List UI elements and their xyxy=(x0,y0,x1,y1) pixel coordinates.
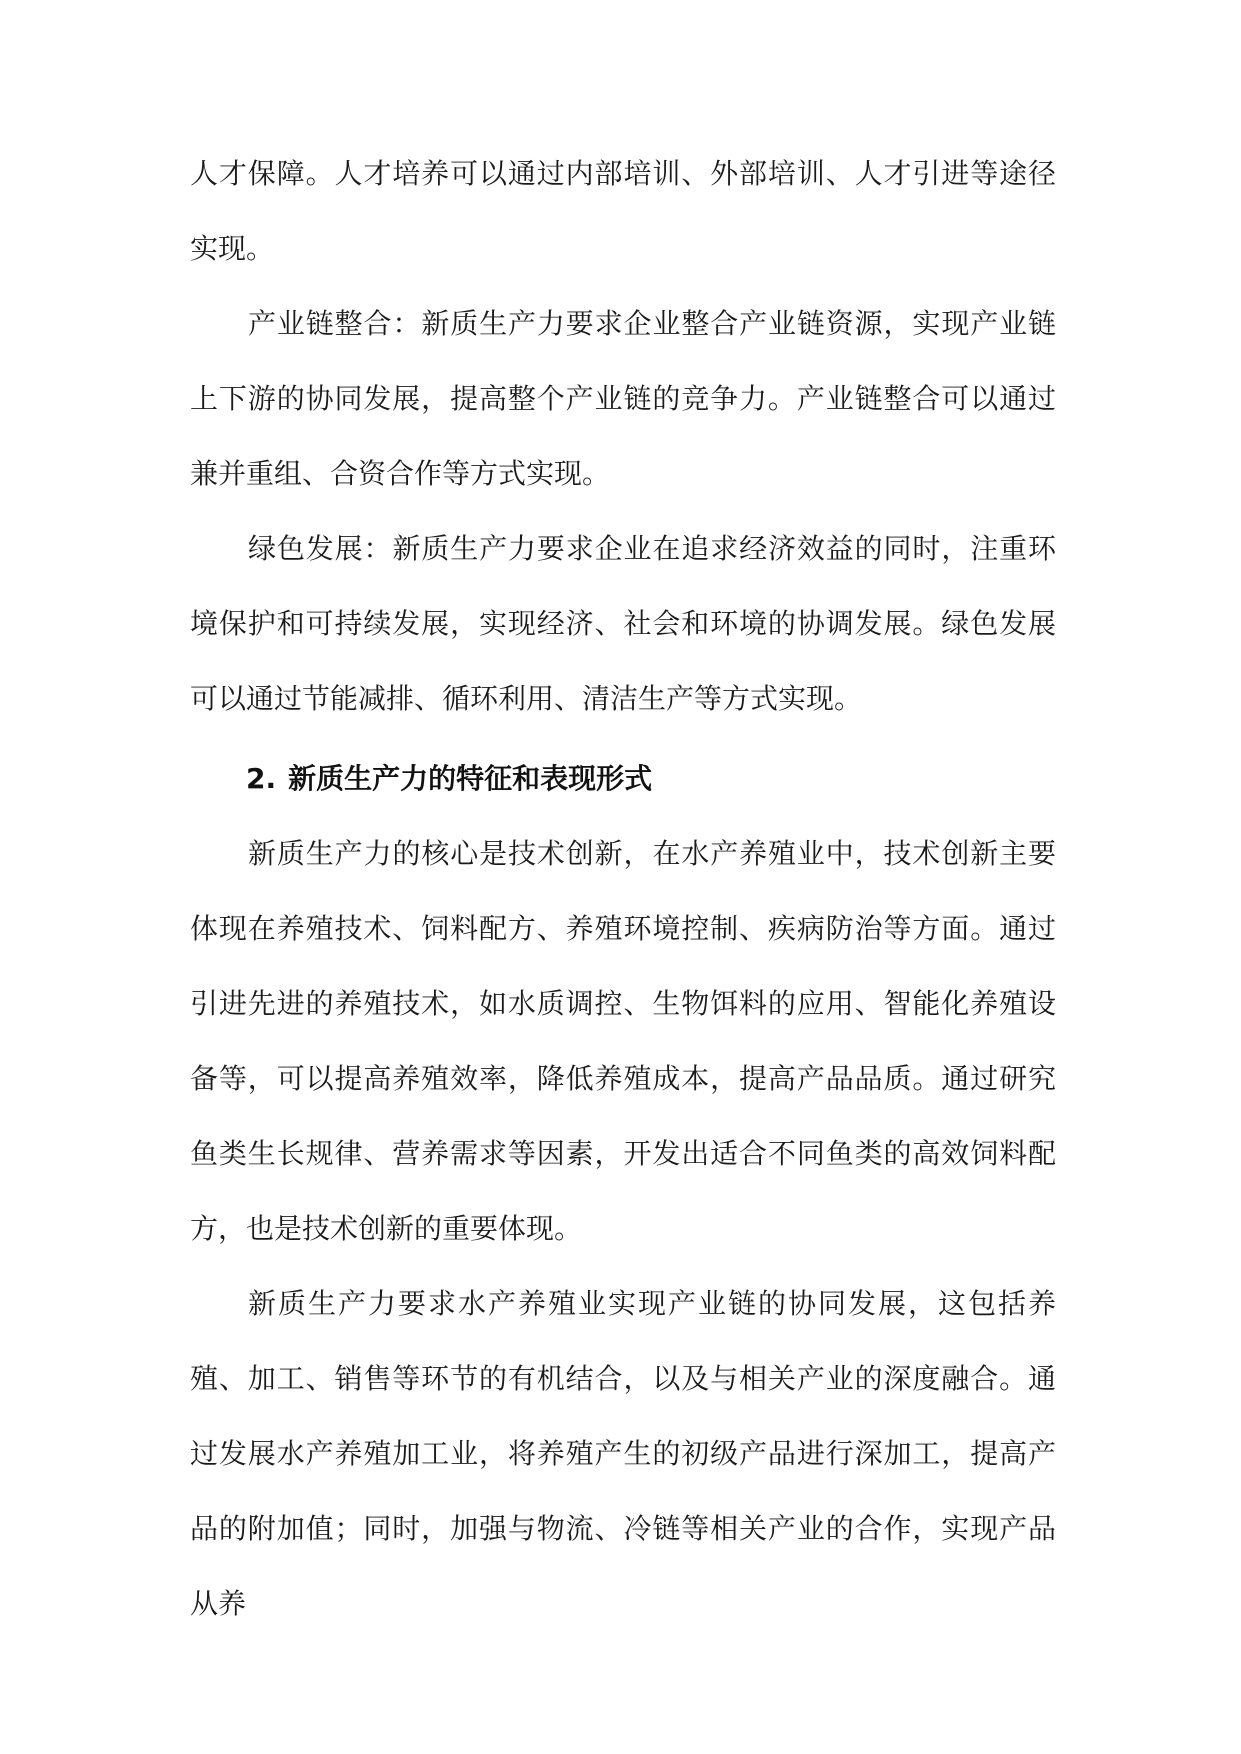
paragraph-tech-innovation: 新质生产力的核心是技术创新，在水产养殖业中，技术创新主要体现在养殖技术、饲料配方、养殖环境控制、疾病防治等方面。通过引进先进的养殖技术，如水质调控、生物饵料的应用、智能化养殖设备等，可以提高养殖效率，降低养殖成本，提高产品品质。通过研究鱼类生长规律、营养需求等因素，开发出适合不同鱼类的高效饲料配方，也是技术创新的重要体现。 xyxy=(190,837,1056,1245)
paragraph-chain-collaboration: 新质生产力要求水产养殖业实现产业链的协同发展，这包括养殖、加工、销售等环节的有机结合，以及与相关产业的深度融合。通过发展水产养殖加工业，将养殖产生的初级产品进行深加工，提高产品的附加值；同时，加强与物流、冷链等相关产业的合作，实现产品从养 xyxy=(190,1287,1056,1620)
paragraph-talent: 人才保障。人才培养可以通过内部培训、外部培训、人才引进等途径实现。 xyxy=(190,157,1056,265)
section-heading xyxy=(190,741,1056,816)
document-body xyxy=(190,136,1056,1641)
section-number: 2. xyxy=(246,762,277,795)
paragraph-industry-chain: 产业链整合：新质生产力要求企业整合产业链资源，实现产业链上下游的协同发展，提高整个产业链的竞争力。产业链整合可以通过兼并重组、合资合作等方式实现。 xyxy=(190,307,1056,490)
paragraph-green-development: 绿色发展：新质生产力要求企业在追求经济效益的同时，注重环境保护和可持续发展，实现经济、社会和环境的协调发展。绿色发展可以通过节能减排、循环利用、清洁生产等方式实现。 xyxy=(190,532,1056,715)
section-title: 新质生产力的特征和表现形式 xyxy=(288,762,653,795)
